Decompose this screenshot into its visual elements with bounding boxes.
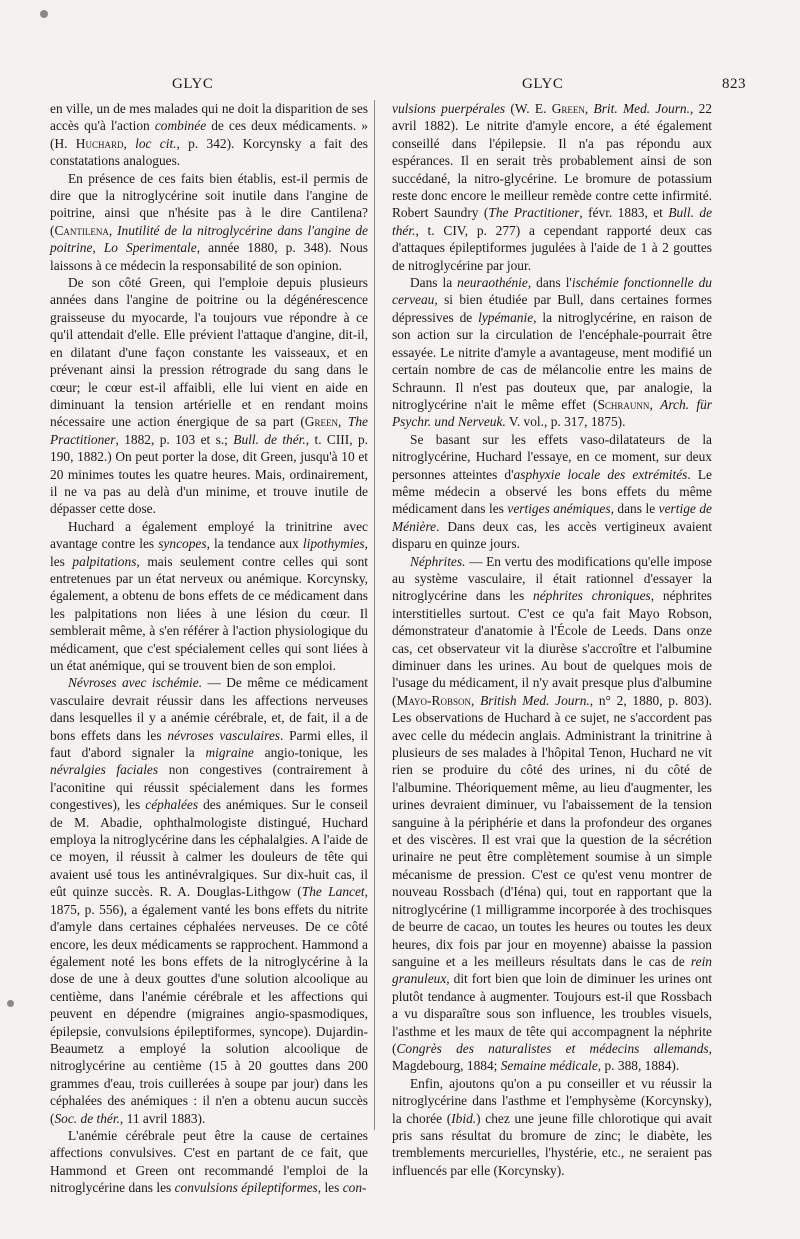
- paragraph: Enfin, ajoutons qu'on a pu conseiller et vu réussir la nitroglycérine dans l'asthme et l'emphysème (Korcynsky), la chorée (Ibid.) chez une jeune fille chlorotique qui avait pris sans résultat du bromure de zinc; le diabète, les tremblements mercurielles, l'hystérie, etc., ne seraient pas influencés par elle (Korcynsky).: [392, 1075, 712, 1178]
- paragraph: Névroses avec ischémie. — De même ce médicament vasculaire devrait réussir dans les affections nerveuses dans lesquelles il y a anémie cérébrale, et, de fait, il a de bons effets dans les névroses vasculaires. Parmi elles, il faut d'abord signaler la migraine angio-tonique, les névralgies faciales non congestives (contrairement à l'aconitine qui réussit spécialement dans les formes congestives), les céphalées des anémiques. Sur le conseil de M. Abadie, ophthalmologiste distingué, Huchard employa la nitroglycérine dans les céphalalgies. A l'aide de ce moyen, il réussit à calmer les douleurs de tête qui avaient usé tous les antinévralgiques. Sur dix-huit cas, il eût quinze succès. R. A. Douglas-Lithgow (The Lancet, 1875, p. 556), a également vanté les bons effets du nitrite d'amyle dans certaines céphalées nerveuses. De ce côté encore, les deux médicaments se rapprochent. Hammond a également noté les bons effets de la nitroglycérine à la dose de une à deux gouttes d'une solution alcoolique au centième, dans l'anémie cérébrale et les affections qui peuvent en dépendre (migraines angio-spasmodiques, épilepsie, convulsions épileptiformes, syncope). Dujardin-Beaumetz a employé la solution alcoolique de nitroglycérine au centième (15 à 20 gouttes dans 200 grammes d'eau, trois cuillerées à soupe par jour) dans les céphalées des anémiques : il n'en a obtenu aucun succès (Soc. de thér., 11 avril 1883).: [50, 675, 368, 1126]
- left-column: [50, 100, 368, 1197]
- running-head-center: GLYC: [522, 76, 564, 92]
- paragraph: De son côté Green, qui l'emploie depuis plusieurs années dans l'angine de poitrine ou la dégénérescence graisseuse du myocarde, l'a toujours vue répondre à ce qu'il attendait d'elle. Elle prévient l'attaque d'angine, dit-il, en dilatant d'une façon constante les vaisseaux, et en prévenant ainsi la pression rétrograde du sang dans le cœur; le cœur est-il affaibli, elle lui vient en aide en diminuant la tension artérielle et en rendant moins nécessaire une action énergique de sa part (Green, The Practitioner, 1882, p. 103 et s.; Bull. de thér., t. CIII, p. 190, 1882.) On peut porter la dose, dit Green, jusqu'à 10 et 20 minimes toutes les quatre heures. Mais, ordinairement, il ne va pas au delà d'un minime, et trouve inutile de dépasser cette dose.: [50, 275, 368, 517]
- margin-speck: [40, 10, 48, 18]
- paragraph: Huchard a également employé la trinitrine avec avantage contre les syncopes, la tendance aux lipothymies, les palpitations, mais seulement contre celles qui sont entretenues par un état nerveux ou anémique. Korcynsky, également, a obtenu de bons effets de ce médicament dans les palpitations non liées à une lésion du cœur. Il semblerait même, à s'en référer à l'action physiologique du médicament, que c'est spécialement celles qui sont liées à un état anémique, qui se trouvent bien de son emploi.: [50, 518, 368, 673]
- paragraph: L'anémie cérébrale peut être la cause de certaines affections convulsives. C'est en partant de ce fait, que Hammond et Green ont recommandé l'emploi de la nitroglycérine dans les convulsions épileptiformes, les con-: [50, 1127, 368, 1196]
- margin-speck: [7, 1000, 14, 1007]
- paragraph: En présence de ces faits bien établis, est-il permis de dire que la nitroglycérine soit inutile dans l'angine de poitrine, ainsi que n'hésite pas à le dire Cantilena? (Cantilena, Inutilité de la nitroglycérine dans l'angine de poitrine, Lo Sperimentale, année 1880, p. 348). Nous laissons à ce médecin la responsabilité de son opinion.: [50, 170, 368, 273]
- right-column: [392, 100, 712, 1179]
- paragraph: en ville, un de mes malades qui ne doit la disparition de ses accès qu'à l'action combinée de ces deux médicaments. » (H. Huchard, loc cit., p. 342). Korcynsky a fait des constatations analogues.: [50, 101, 368, 169]
- page-number: 823: [722, 76, 746, 92]
- paragraph: Se basant sur les effets vaso-dilatateurs de la nitroglycérine, Huchard l'essaye, en ce moment, sur deux personnes atteintes d'asphyxie locale des extrémités. Le même médecin a observé les bons effets du même médicament dans les vertiges anémiques, dans le vertige de Ménière. Dans deux cas, les accès vertigineux avaient disparu en quinze jours.: [392, 431, 712, 552]
- column-divider: [374, 100, 375, 1130]
- paragraph: Néphrites. — En vertu des modifications qu'elle impose au système vasculaire, il était rationnel d'essayer la nitroglycérine dans les néphrites chroniques, néphrites interstitielles surtout. C'est ce qu'a fait Mayo Robson, démonstrateur d'anatomie à l'École de Leeds. Dans onze cas, cet observateur vit la diurèse s'accroître et l'albumine diminuer dans les urines. Au bout de quelques mois de l'usage du médicament, il n'y avait presque plus d'albumine (Mayo-Robson, British Med. Journ., n° 2, 1880, p. 803). Les observations de Huchard à ce sujet, ne s'accordent pas avec celle du médecin anglais. Administrant la trinitrine à plusieurs de ses malades à l'hôpital Tenon, Huchard ne vit rien se produire du côté des urines, ni du côté de l'albumine. Théoriquement même, au lieu d'augmenter, les urines devraient diminuer, vu l'abaissement de la tension sanguine à la périphérie et dans la profondeur des organes et des viscères. Il est vrai que la question de la sécrétion urinaire ne peut être complètement soumise à un simple mécanisme de pression. C'est ce qu'est venu montrer de nouveau Rossbach (d'Iéna) qui, tout en rapportant que la nitroglycérine (1 milligramme incorporée à des trochisques de beurre de cacao, un toutes les heures ou toutes les deux heures, dix fois par jour en moyenne) abaisse la passion sanguine et a les meilleurs résultats dans le cas de rein granuleux, dit fort bien que loin de diminuer les urines ont plutôt tendance à augmenter. Toujours est-il que Rossbach a vu disparaître sous son influence, les troubles visuels, l'asthme et les maux de tête qui accompagnent la néphrite (Congrès des naturalistes et médecins allemands, Magdebourg, 1884; Semaine médicale, p. 388, 1884).: [392, 553, 713, 1074]
- paragraph: vulsions puerpérales (W. E. Green, Brit. Med. Journ., 22 avril 1882). Le nitrite d'amyle encore, a été également conseillé dans l'épilepsie. Il n'a pas répondu aux espérances. Il en serait très probablement ainsi de son succédané, la nitro-glycérine. Le bromure de potassium reste donc encore le meilleur remède contre cette infirmité. Robert Saundry (The Practitioner, févr. 1883, et Bull. de thér., t. CIV, p. 277) a cependant rapporté deux cas d'attaques épileptiformes jugulées à l'aide de 1 à 2 gouttes de nitroglycérine par jour.: [392, 101, 713, 273]
- running-head-left: GLYC: [172, 76, 214, 92]
- paragraph: Dans la neuraothénie, dans l'ischémie fonctionnelle du cerveau, si bien étudiée par Bull, dans certaines formes dépressives de lypémanie, la nitroglycérine, en raison de son action sur la circulation de l'encéphale-pourrait être essayée. Le nitrite d'amyle a avantageuse, ment modifié un certain nombre de cas de mélancolie entre les mains de Schraunn. Il n'est pas douteux que, par analogie, la nitroglycérine n'ait le même effet (Schraunn, Arch. für Psychr. und Nerveuk. V. vol., p. 317, 1875).: [392, 275, 712, 430]
